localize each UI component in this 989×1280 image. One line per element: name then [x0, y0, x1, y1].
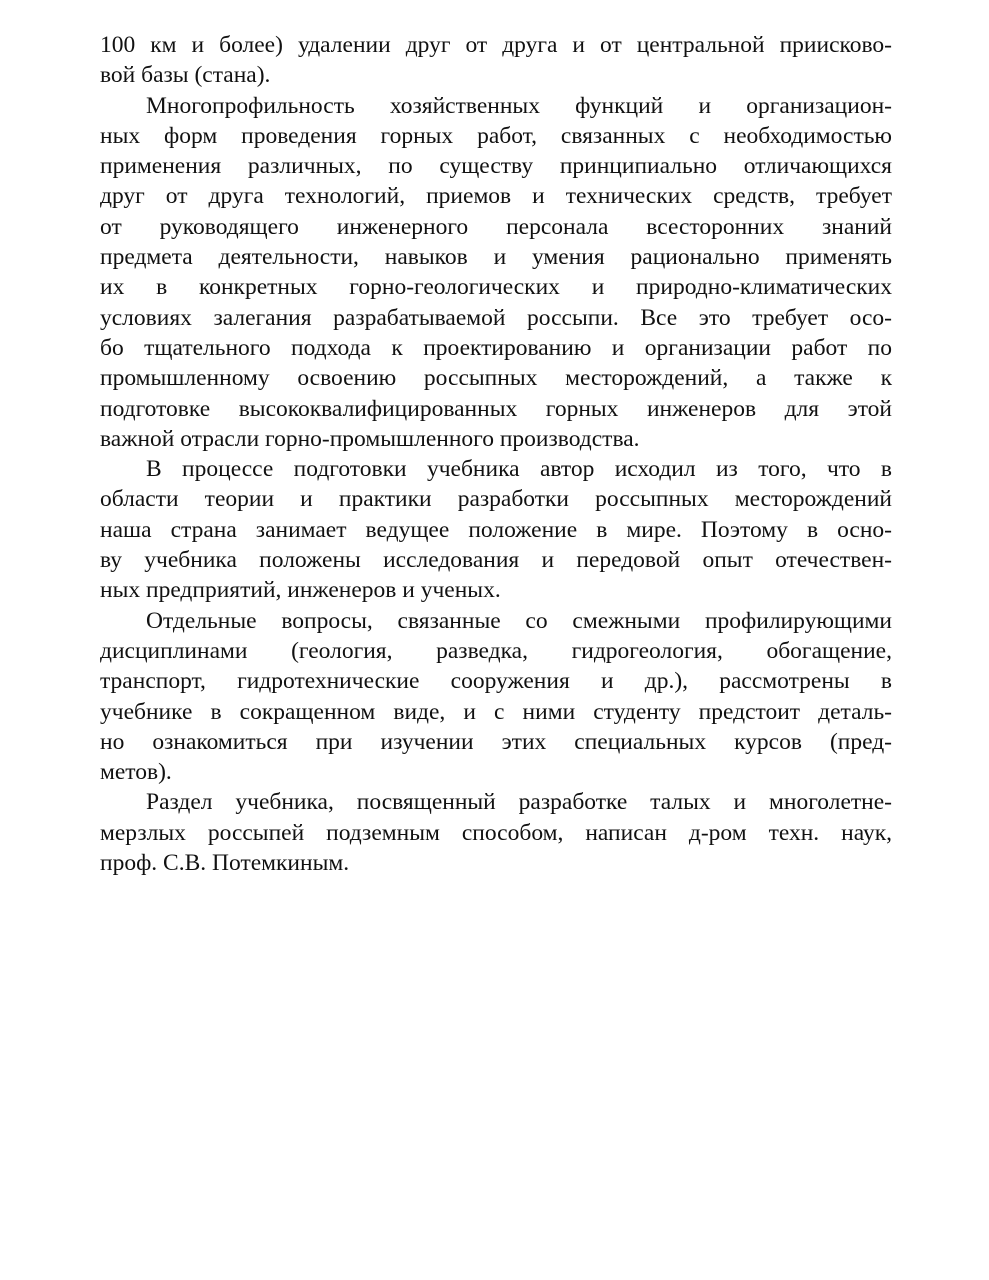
text-line: друг от друга технологий, приемов и технических средств, требует: [100, 183, 892, 210]
text-line: дисциплинами (геология, разведка, гидрогеология, обогащение,: [100, 637, 892, 664]
text-line: промышленному освоению россыпных месторождений, а также к: [100, 365, 892, 392]
text-line: важной отрасли горно-промышленного производства.: [100, 425, 640, 452]
text-line: но ознакомиться при изучении этих специальных курсов (пред-: [100, 728, 892, 755]
text-line: проф. С.В. Потемкиным.: [100, 850, 350, 877]
paragraph-4: [100, 606, 892, 788]
text-line: условиях залегания разрабатываемой россыпи. Все это требует осо-: [100, 304, 892, 331]
text-line: В процессе подготовки учебника автор исходил из того, что в: [146, 456, 892, 483]
text-line: подготовке высококвалифицированных горных инженеров для этой: [100, 395, 892, 422]
text-line: Отдельные вопросы, связанные со смежными профилирующими: [146, 607, 892, 634]
paragraph-3: [100, 454, 892, 605]
text-line: Раздел учебника, посвященный разработке талых и многолетне-: [146, 789, 892, 816]
paragraph-1: [100, 30, 892, 91]
text-line: бо тщательного подхода к проектированию и организации работ по: [100, 334, 892, 361]
text-line: вой базы (стана).: [100, 62, 271, 89]
text-line: применения различных, по существу принципиально отличающихся: [100, 153, 892, 180]
text-line: ных предприятий, инженеров и ученых.: [100, 577, 501, 604]
text-line: транспорт, гидротехнические сооружения и др.), рассмотрены в: [100, 668, 892, 695]
text-line: предмета деятельности, навыков и умения рационально применять: [100, 244, 892, 271]
text-line: от руководящего инженерного персонала всесторонних знаний: [100, 213, 892, 240]
text-line: области теории и практики разработки россыпных месторождений: [100, 486, 892, 513]
text-line: ву учебника положены исследования и передовой опыт отечествен-: [100, 547, 892, 574]
text-line: учебнике в сокращенном виде, и с ними студенту предстоит деталь-: [100, 698, 892, 725]
document-page: [100, 30, 892, 878]
paragraph-5: [100, 787, 892, 878]
text-line: Многопрофильность хозяйственных функций и организацион-: [146, 92, 892, 119]
text-line: их в конкретных горно-геологических и природно-климатических: [100, 274, 892, 301]
text-line: наша страна занимает ведущее положение в мире. Поэтому в осно-: [100, 516, 892, 543]
paragraph-2: [100, 91, 892, 455]
text-line: метов).: [100, 759, 172, 786]
text-line: ных форм проведения горных работ, связанных с необходимостью: [100, 122, 892, 149]
text-line: мерзлых россыпей подземным способом, написан д-ром техн. наук,: [100, 819, 892, 846]
text-line: 100 км и более) удалении друг от друга и от центральной приисково-: [100, 32, 892, 58]
